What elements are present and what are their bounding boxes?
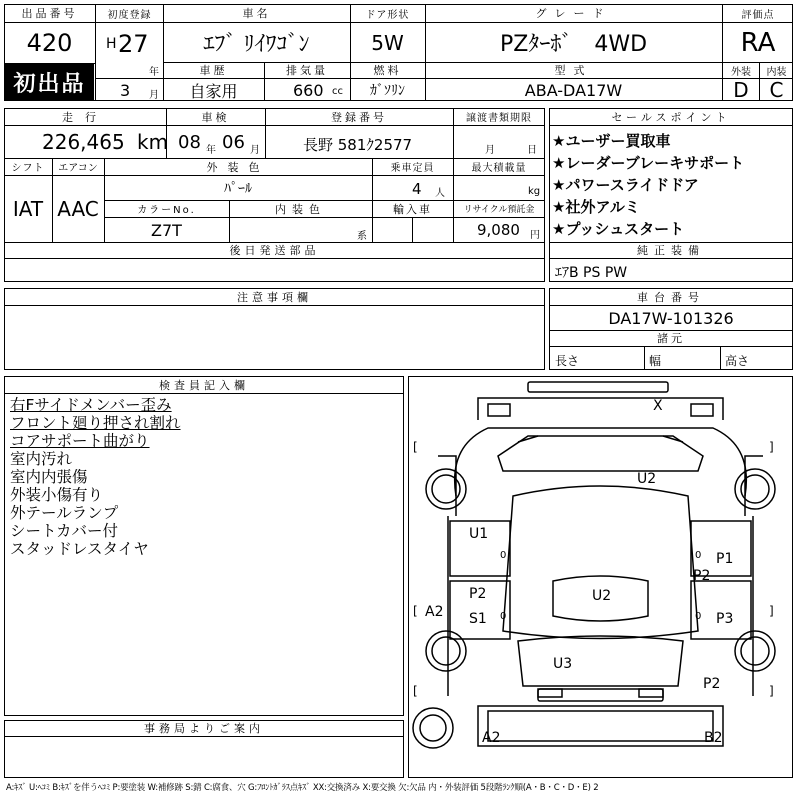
transfer-month-unit: 月 bbox=[485, 145, 495, 156]
score-label: 評価点 bbox=[741, 9, 775, 21]
inspector-note-6: 外装小傷有り bbox=[10, 486, 104, 504]
door-label: ドア形状 bbox=[365, 9, 410, 21]
rear-bumper-lower bbox=[488, 711, 713, 741]
inspector-note-9: スタッドレスタイヤ bbox=[10, 540, 149, 558]
aircon: AAC bbox=[57, 197, 99, 221]
shift: IAT bbox=[12, 197, 44, 221]
sales-point-1: ★ユーザー買取車 bbox=[552, 132, 671, 150]
wheel-rear-right-inner bbox=[741, 637, 769, 665]
mark-right-front-p2: P2 bbox=[693, 568, 711, 584]
bracket-bottom-left: [ bbox=[413, 604, 418, 618]
month-unit: 月 bbox=[149, 90, 159, 101]
front-bumper bbox=[478, 398, 723, 420]
mark-rear-a2: A2 bbox=[482, 730, 501, 746]
exterior-color: ﾊﾟｰﾙ bbox=[224, 181, 252, 197]
height-label: 高さ bbox=[725, 354, 750, 368]
grade: PZﾀｰﾎﾞ 4WD bbox=[499, 32, 648, 57]
color-number: Z7T bbox=[151, 220, 182, 240]
sales-point-2: ★レーダーブレーキサポート bbox=[552, 154, 745, 172]
rear-hatch bbox=[518, 636, 683, 686]
transfer-deadline-label: 譲渡書類期限 bbox=[466, 113, 532, 124]
color-number-label: カラーNo. bbox=[137, 205, 196, 216]
displacement: 660 bbox=[293, 81, 324, 100]
bracket-left-1: [ bbox=[413, 440, 418, 454]
office-label: 事務局よりご案内 bbox=[144, 722, 264, 735]
bracket-left-2: [ bbox=[413, 684, 418, 698]
mark-rear-b2: B2 bbox=[704, 730, 723, 746]
plate-label: 登録番号 bbox=[331, 110, 387, 124]
year-unit: 年 bbox=[149, 67, 159, 78]
mark-right-rear-p3: P3 bbox=[716, 611, 734, 627]
width-label: 幅 bbox=[649, 354, 662, 368]
taillight-right bbox=[639, 689, 663, 697]
max-load-label: 最大積載量 bbox=[471, 163, 527, 174]
lot-number: 420 bbox=[26, 29, 73, 57]
inspection-year-unit: 年 bbox=[206, 145, 216, 156]
exterior-color-label: 外装色 bbox=[206, 160, 270, 174]
chassis-number: DA17W-101326 bbox=[608, 308, 734, 328]
door-handle-right-front: 0 bbox=[695, 550, 702, 561]
equipment-label: 純正装備 bbox=[637, 244, 705, 257]
inspector-note-8: シートカバー付 bbox=[10, 522, 119, 540]
inspection-month-unit: 月 bbox=[250, 145, 260, 156]
history-label: 車歴 bbox=[199, 64, 228, 77]
inspector-label: 検査員記入欄 bbox=[159, 378, 249, 392]
displacement-label: 排気量 bbox=[286, 64, 328, 77]
equipment-value: ｴｱB PS PW bbox=[555, 265, 628, 281]
inspection-year: 08 bbox=[178, 132, 201, 153]
footer-legend: A:ｷｽﾞ U:ﾍｺﾐ B:ｷｽﾞを伴うﾍｺﾐ P:要塗装 W:補修跡 S:錆 C:腐食、穴 G:ﾌﾛﾝﾄｶﾞﾗｽ点ｷｽﾞ XX:交換済み X:要交換 欠:欠品 内・外装評価 5段階ﾗﾝｸ順(A・B・C・D・E) 2 bbox=[6, 783, 599, 793]
shift-label: シフト bbox=[11, 163, 45, 174]
transfer-day-unit: 日 bbox=[527, 145, 537, 156]
length-label: 長さ bbox=[555, 354, 580, 368]
inspector-note-2: フロント廻り押され割れ bbox=[10, 414, 181, 432]
mark-right-front-p1: P1 bbox=[716, 551, 734, 567]
headlight-right bbox=[691, 404, 713, 416]
aircon-label: エアコン bbox=[58, 163, 98, 174]
spare-wheel-inner bbox=[420, 715, 446, 741]
recycle-label: リサイクル預託金 bbox=[463, 205, 535, 215]
mark-rear-u3: U3 bbox=[553, 656, 573, 672]
right-rear-door bbox=[691, 581, 751, 639]
car-diagram bbox=[408, 376, 793, 778]
registration-year: 27 bbox=[118, 30, 149, 58]
import-label: 輸入車 bbox=[393, 202, 432, 216]
capacity-unit: 人 bbox=[435, 188, 445, 199]
inspector-note-4: 室内汚れ bbox=[10, 450, 73, 468]
front-bumper-top bbox=[528, 382, 668, 392]
door-handle-left-front: 0 bbox=[500, 550, 507, 561]
registration-month: 3 bbox=[120, 81, 131, 100]
capacity: 4 bbox=[412, 180, 422, 198]
inspector-note-5: 室内内張傷 bbox=[10, 468, 88, 486]
bracket-right-1: ] bbox=[769, 440, 774, 454]
sales-point-4: ★社外アルミ bbox=[552, 198, 640, 216]
taillight-left bbox=[538, 689, 562, 697]
interior-grade: C bbox=[769, 78, 784, 102]
bracket-right-2: ] bbox=[769, 684, 774, 698]
mark-hood-u2: U2 bbox=[637, 471, 657, 487]
sales-points-label: セールスポイント bbox=[611, 110, 731, 124]
exterior-label: 外装 bbox=[731, 66, 751, 78]
plate-number: 長野 581ｸ2577 bbox=[303, 136, 413, 154]
windshield bbox=[498, 436, 703, 471]
overall-score: RA bbox=[740, 27, 776, 58]
sales-point-5: ★プッシュスタート bbox=[552, 220, 685, 238]
mark-left-rear-s1: S1 bbox=[469, 611, 487, 627]
car-name-label: 車名 bbox=[242, 7, 271, 20]
roof bbox=[503, 486, 698, 639]
interior-color-unit: 系 bbox=[357, 231, 367, 242]
era-letter: H bbox=[106, 36, 117, 52]
fuel: ｶﾞｿﾘﾝ bbox=[370, 83, 405, 99]
capacity-label: 乗車定員 bbox=[390, 163, 435, 174]
spare-wheel bbox=[413, 708, 453, 748]
model-code: ABA-DA17W bbox=[524, 80, 623, 100]
grade-label: グレード bbox=[535, 7, 612, 20]
later-parts-label: 後日発送部品 bbox=[229, 244, 320, 257]
car-name: ｴﾌﾞ ﾘｲﾜｺﾞﾝ bbox=[203, 32, 310, 57]
inspector-note-3: コアサポート曲がり bbox=[10, 432, 150, 450]
recycle-fee-unit: 円 bbox=[530, 230, 540, 241]
exterior-grade: D bbox=[733, 78, 749, 102]
mark-right-rear-p2: P2 bbox=[703, 676, 721, 692]
mark-front-x: X bbox=[653, 398, 663, 414]
mark-left-rear-p2: P2 bbox=[469, 586, 487, 602]
mileage-unit: km bbox=[137, 130, 169, 154]
wheel-rear-left-inner bbox=[432, 637, 460, 665]
interior-color-label: 内装色 bbox=[275, 202, 326, 216]
mileage-label: 走行 bbox=[62, 110, 108, 124]
bracket-bottom-right: ] bbox=[769, 604, 774, 618]
displacement-unit: cc bbox=[332, 86, 343, 97]
lot-number-label: 出品番号 bbox=[21, 7, 78, 20]
interior-label: 内装 bbox=[766, 66, 787, 78]
specs-label: 諸元 bbox=[657, 332, 685, 345]
door-type: 5W bbox=[371, 30, 404, 55]
max-load-unit: kg bbox=[528, 186, 541, 197]
headlight-left bbox=[488, 404, 510, 416]
mileage: 226,465 bbox=[42, 130, 125, 154]
first-listing-badge: 初出品 bbox=[5, 64, 94, 100]
inspector-note-7: 外テールランプ bbox=[10, 504, 119, 522]
fuel-label: 燃料 bbox=[373, 64, 402, 77]
history: 自家用 bbox=[189, 81, 238, 101]
mark-left-a2: A2 bbox=[425, 604, 444, 620]
mark-left-front-u1: U1 bbox=[469, 526, 489, 542]
door-handle-left-rear: 0 bbox=[500, 611, 507, 622]
sales-point-3: ★パワースライドドア bbox=[552, 176, 699, 194]
door-handle-right-rear: 0 bbox=[695, 611, 702, 622]
chassis-label: 車台番号 bbox=[637, 290, 705, 304]
notes-label: 注意事項欄 bbox=[237, 290, 312, 304]
model-label: 型式 bbox=[554, 64, 593, 77]
inspector-note-1: 右Fサイドメンバー歪み bbox=[10, 396, 172, 414]
mark-roof-u2: U2 bbox=[592, 588, 612, 604]
inspection-label: 車検 bbox=[201, 110, 230, 124]
rear-bumper bbox=[478, 706, 723, 746]
inspection-month: 06 bbox=[222, 132, 245, 153]
rear-window bbox=[538, 689, 663, 701]
recycle-fee: 9,080 bbox=[477, 221, 520, 239]
first-registration-label: 初度登録 bbox=[107, 9, 152, 21]
